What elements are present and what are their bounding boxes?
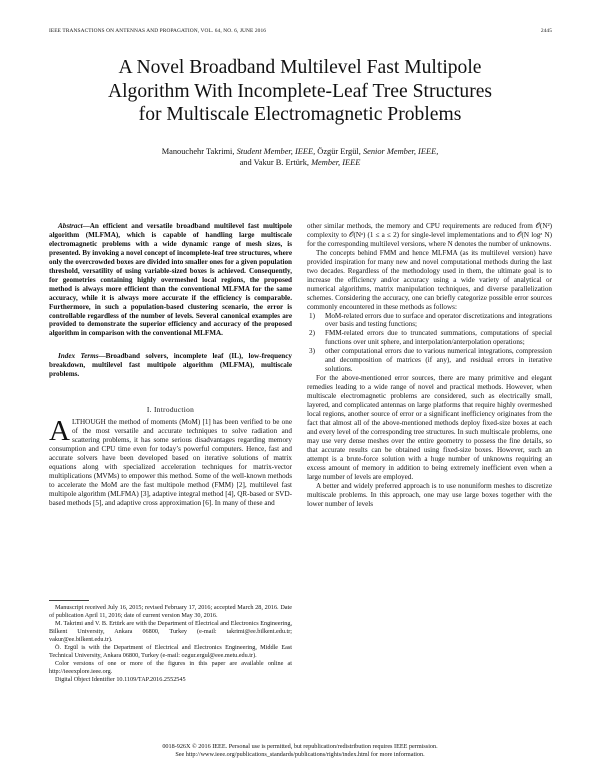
abstract-label: Abstract	[58, 222, 83, 230]
author-role: Member, IEEE	[311, 158, 361, 168]
footnotes	[49, 604, 292, 684]
footnote-affiliation: Ö. Ergül is with the Department of Electrical and Electronics Engineering, Middle East Technical University, Ankara 06800, Turkey (e-mail: ozgur.ergul@eee.metu.edu.tr).	[49, 644, 292, 659]
index-terms-text: —Broadband solvers, incomplete leaf (IL), low-frequency breakdown, multilevel fast multipole algorithm (MLFMA), multiscale problems.	[49, 352, 292, 378]
title-line: A Novel Broadband Multilevel Fast Multipole	[118, 57, 482, 78]
abstract	[49, 222, 292, 338]
list-text: MoM-related errors due to surface and operator discretizations and integrations over basis and testing functions;	[325, 311, 552, 329]
title-line: for Multiscale Electromagnetic Problems	[138, 104, 462, 125]
author-list	[60, 146, 540, 169]
index-terms-label: Index Terms	[58, 352, 99, 360]
list-text: other computational errors due to various numerical integrations, compression and decomposition of matrices (if any), and residual errors in iterative solutions.	[325, 347, 552, 374]
author-name: Özgür Ergül,	[317, 147, 361, 156]
running-header-journal: IEEE TRANSACTIONS ON ANTENNAS AND PROPAGATION, VOL. 64, NO. 6, JUNE 2016	[49, 28, 267, 34]
right-column	[307, 222, 552, 509]
index-terms	[49, 352, 292, 379]
list-text: FMM-related errors due to truncated summations, computations of special functions over unit sphere, and interpolation/anterpolation operations;	[325, 329, 552, 347]
abstract-text: —An efficient and versatile broadband multilevel fast multipole algorithm (MLFMA), which is capable of handling large multiscale electromagnetic problems with a wide dynamic range of mesh sizes, is presented. By invoking a novel concept of incomplete-leaf tree structures, where only the overcrowded boxes are divided into smaller ones for a given population threshold, versatility of using variable-sized boxes is achieved. Consequently, for geometries containing highly overmeshed local regions, the proposed method is always more efficient than the conventional MLFMA for the same accuracy, while it is always more accurate if the efficiency is comparable. Furthermore, in such a population-based clustering scenario, the error is controllable regardless of the number of levels. Several canonical examples are provided to demonstrate the superior efficiency and accuracy of the proposed algorithm in comparison with the conventional MLFMA.	[49, 222, 293, 338]
author-name: Manouchehr Takrimi,	[161, 147, 235, 156]
author-role: Student Member, IEEE,	[236, 147, 316, 156]
list-number: 3)	[309, 347, 315, 356]
footnote-color: Color versions of one or more of the figures in this paper are available online at http://ieeexplore.ieee.org.	[49, 660, 292, 675]
copyright-footer	[60, 743, 540, 759]
error-source-list	[307, 312, 552, 375]
page-number: 2445	[540, 28, 552, 34]
author-name: and Vakur B. Ertürk,	[239, 158, 309, 168]
body-paragraph: The concepts behind FMM and hence MLFMA (as its multilevel version) have provided inspiration for many new and novel computational methods during the last two decades. Regardless of the methodology used in them, the ultimate goal is to increase the efficiency and/or accuracy using a wide variety of analytical or numerical algorithms, matrix manipulation techniques, and diverse parallelization schemes. Considering the accuracy, one can briefly categorize possible error sources commonly encountered in these methods as follows:	[307, 248, 552, 311]
copyright-line: 0018-926X © 2016 IEEE. Personal use is permitted, but republication/redistribution requires IEEE permission.	[162, 743, 438, 750]
list-item	[307, 312, 552, 330]
footnote-manuscript: Manuscript received July 16, 2015; revised February 17, 2016; accepted March 28, 2016. Date of publication April 11, 2016; date of current version May 30, 2016.	[49, 604, 292, 619]
list-number: 1)	[309, 311, 315, 320]
footnote-separator	[49, 600, 89, 601]
body-paragraph: For the above-mentioned error sources, there are many primitive and elegant remedies leading to a wide range of novel and practical methods. However, when multiscale electromagnetic problems are considered, such as electrically small, layered, and complicated antennas on large platforms that require highly overmeshed local regions, another source of error or a significant inefficiency originates from the fact that almost all of the above-mentioned methods deploy fixed-size boxes at each and every level of the corresponding tree structures. In such multiscale problems, one may use very dense meshes over the entire geometry to possess the fine details, so that accurate results can be obtained using fixed-size boxes. However, such an attempt is a brute-force solution with a huge number of unknowns requiring an excess amount of memory in addition to being extremely inefficient even when a large number of levels are employed.	[307, 374, 552, 481]
list-number: 2)	[309, 329, 315, 338]
body-paragraph: A better and widely preferred approach is to use nonuniform meshes to discretize multiscale problems. In this approach, one may use large boxes together with the lower number of levels	[307, 481, 552, 508]
intro-paragraph	[49, 415, 292, 508]
rights-link-line: See http://www.ieee.org/publications_standards/publications/rights/index.html for more information.	[175, 751, 425, 759]
section-heading: I. Introduction	[146, 405, 195, 414]
list-item	[307, 329, 552, 347]
footnote-affiliation: M. Takrimi and V. B. Ertürk are with the Department of Electrical and Electronics Engineering, Bilkent University, Ankara 06800, Turkey (e-mail: takrimi@ee.bilkent.edu.tr; vakur@ee.bilkent.edu.tr).	[49, 620, 292, 643]
drop-cap: A	[49, 415, 70, 447]
author-role: Senior Member, IEEE,	[362, 147, 439, 156]
paper-title	[20, 56, 580, 127]
title-line: Algorithm With Incomplete-Leaf Tree Structures	[107, 80, 493, 102]
footnote-doi: Digital Object Identifier 10.1109/TAP.2016.2552545	[55, 676, 186, 683]
intro-text: LTHOUGH the method of moments (MoM) [1] has been verified to be one of the most versatile and accurate techniques to solve radiation and scattering problems, it has some serious disadvantages regarding memory consumption and CPU time even for today’s powerful computers. Hence, fast and accurate solvers have been developed based on iterative solutions of matrix equations along with specialized acceleration techniques for matrix-vector multiplications (MVMs) to empower this method. Some of the well-known methods to accelerate the MoM are the fast multipole method (FMM) [2], multilevel fast multipole algorithm (MLFMA) [3], adaptive integral method [4], QR-based or SVD-based methods [5], and adaptive cross approximation [6]. In many of these and	[49, 418, 292, 507]
list-item	[307, 347, 552, 374]
body-paragraph: other similar methods, the memory and CPU requirements are reduced from 𝒪(N²) complexity to 𝒪(Nᵃ) (1 ≤ a ≤ 2) for single-level implementations and to 𝒪(N logᵃ N) for the corresponding multilevel versions, where N denotes the number of unknowns.	[307, 222, 552, 248]
